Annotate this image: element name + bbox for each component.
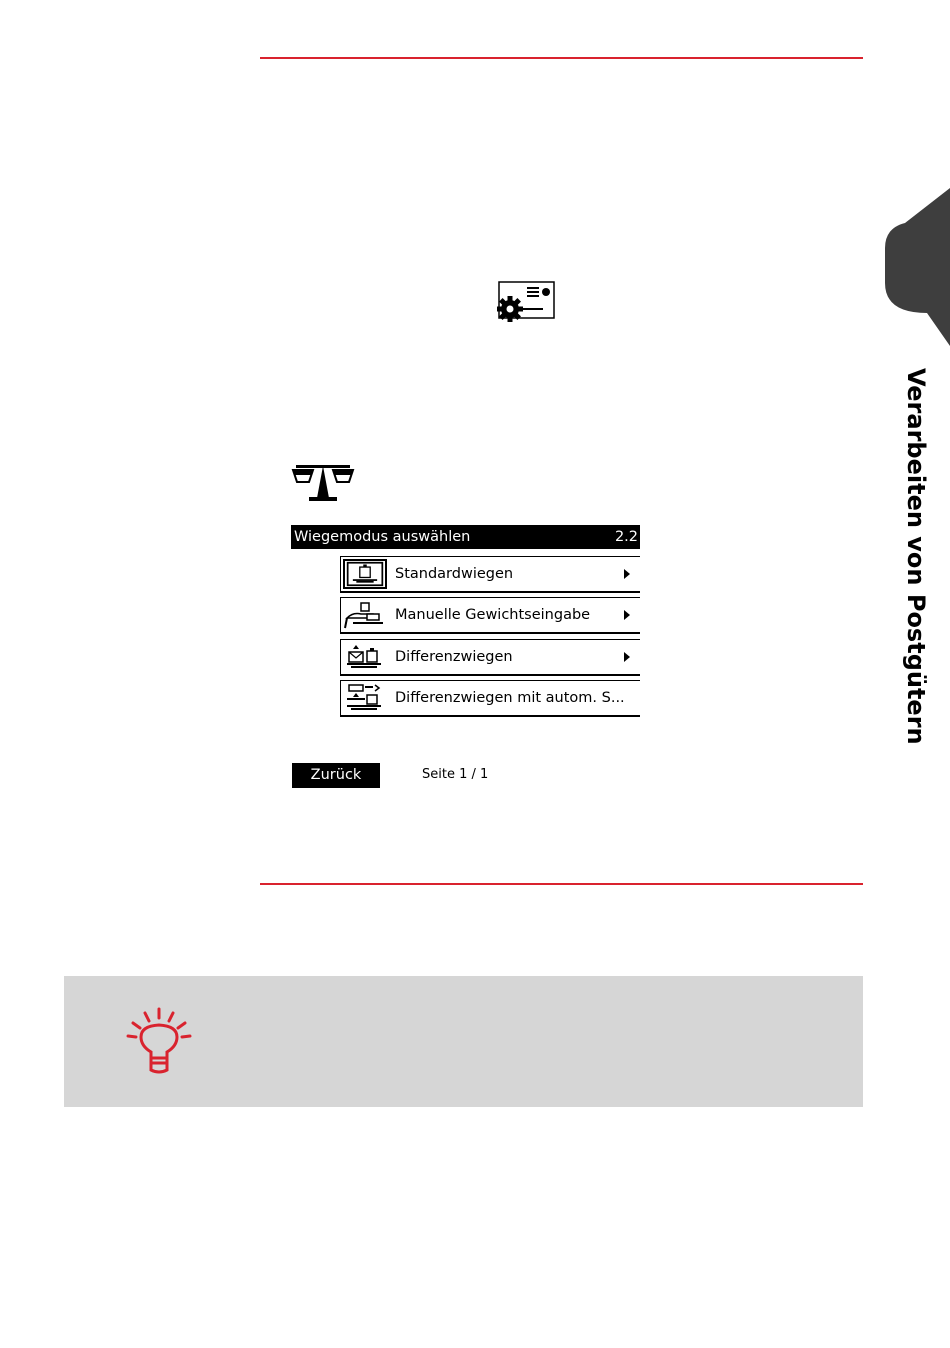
menu-item-label: Differenzwiegen [395, 649, 513, 665]
chevron-right-icon [624, 652, 630, 662]
chapter-tab [885, 188, 950, 346]
menu-item-standardwiegen[interactable] [340, 556, 640, 593]
top-red-rule [260, 57, 863, 59]
screen-number: 2.2 [614, 529, 638, 545]
lightbulb-icon [124, 1006, 194, 1078]
menu-item-label: Differenzwiegen mit autom. S... [395, 690, 625, 706]
screen-title: Wiegemodus auswählen [294, 529, 471, 545]
auto-differential-weighing-icon [343, 683, 387, 713]
menu-item-differenzwiegen-autom[interactable] [340, 680, 640, 717]
page-indicator: Seite 1 / 1 [422, 767, 489, 782]
manual-weight-hand-icon [343, 600, 387, 630]
bottom-red-rule [260, 883, 863, 885]
differential-weighing-icon [343, 642, 387, 672]
menu-item-differenzwiegen[interactable] [340, 639, 640, 676]
menu-item-label: Manuelle Gewichtseingabe [395, 607, 591, 623]
menu-item-label: Standardwiegen [395, 566, 514, 582]
chapter-title: Verarbeiten von Postgütern [902, 368, 930, 745]
chevron-right-icon [624, 610, 630, 620]
back-button[interactable]: Zurück [292, 763, 380, 788]
chevron-right-icon [624, 569, 630, 579]
tip-box [64, 976, 863, 1107]
menu-item-manuelle-gewichtseingabe[interactable] [340, 597, 640, 634]
screen-header [291, 525, 640, 549]
mail-settings-gear-icon [496, 281, 556, 323]
balance-scale-icon [291, 460, 355, 502]
weight-on-scale-icon [343, 559, 387, 589]
device-screen [291, 525, 640, 795]
